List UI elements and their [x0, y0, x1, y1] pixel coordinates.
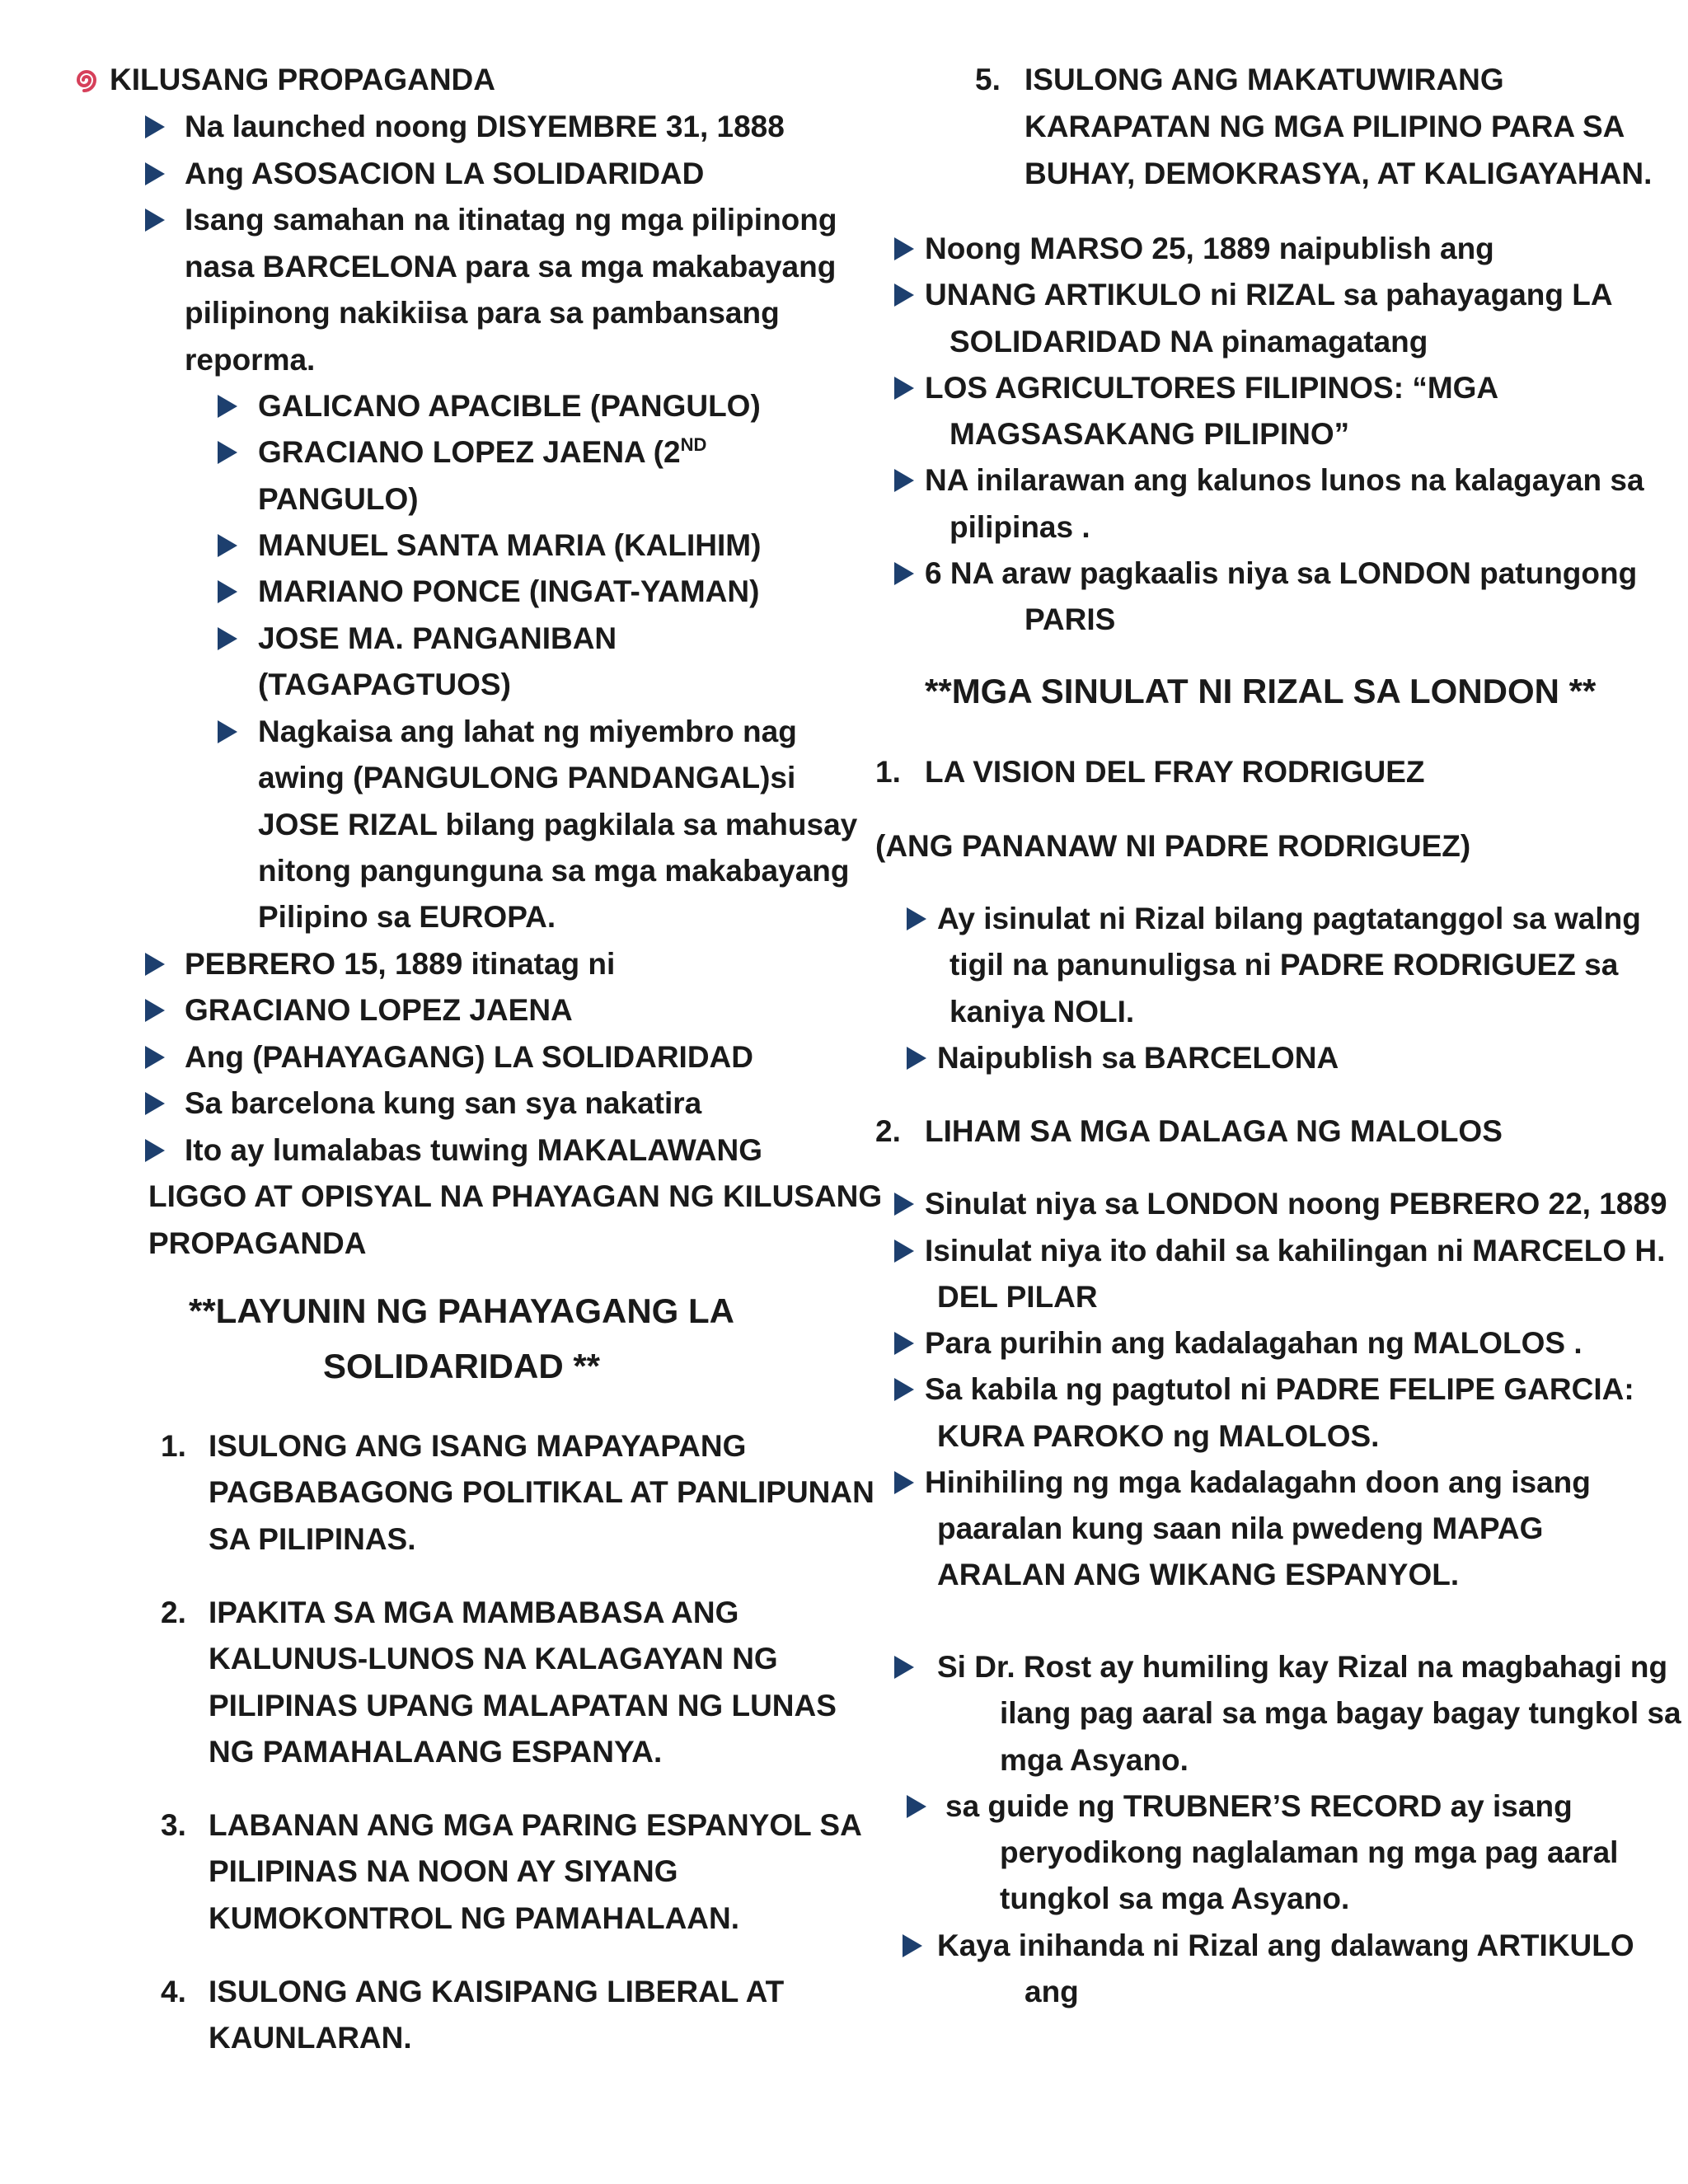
goal-line: ISULONG ANG MAKATUWIRANG [1025, 63, 1504, 96]
officer-item-line: nitong pangunguna sa mga makabayang [258, 854, 850, 888]
list-item-line: Isinulat niya ito dahil sa kahilingan ni MARCELO H. [925, 1234, 1666, 1268]
list-item-line: Ito ay lumalabas tuwing MAKALAWANG [185, 1133, 762, 1167]
arrow-bullet-icon [218, 627, 237, 650]
list-item-line: pilipinas . [950, 510, 1090, 544]
officer-item-line: JOSE RIZAL bilang pagkilala sa mahusay [258, 808, 858, 841]
list-item: Na launched noong DISYEMBRE 31, 1888 [185, 110, 785, 143]
arrow-bullet-icon [218, 534, 237, 557]
officer-item-line: JOSE MA. PANGANIBAN [258, 621, 617, 655]
officer-item [258, 429, 706, 476]
goal-line: BUHAY, DEMOKRASYA, AT KALIGAYAHAN. [1025, 157, 1653, 190]
officer-item-line: Pilipino sa EUROPA. [258, 900, 556, 934]
goal-line: ISULONG ANG ISANG MAPAYAPANG [209, 1429, 747, 1463]
arrow-bullet-icon [145, 162, 165, 185]
arrow-bullet-icon [218, 395, 237, 418]
arrow-bullet-icon [145, 1046, 165, 1069]
officer-item: MARIANO PONCE (INGAT-YAMAN) [258, 574, 760, 608]
goal-number: 2. [161, 1596, 186, 1629]
list-item: Para purihin ang kadalagahan ng MALOLOS . [925, 1326, 1582, 1360]
list-item-line: reporma. [185, 343, 316, 377]
list-item-line: LIGGO AT OPISYAL NA PHAYAGAN NG KILUSANG [148, 1179, 883, 1213]
arrow-bullet-icon [907, 907, 926, 930]
ordinal-suffix: ND [680, 434, 707, 455]
list-item: Sinulat niya sa LONDON noong PEBRERO 22, 1889 [925, 1187, 1667, 1221]
list-item-line: kaniya NOLI. [950, 995, 1135, 1029]
goal-line: PILIPINAS UPANG MALAPATAN NG LUNAS [209, 1689, 837, 1722]
officer-item: MANUEL SANTA MARIA (KALIHIM) [258, 528, 762, 562]
list-item-line: LOS AGRICULTORES FILIPINOS: “MGA [925, 371, 1499, 405]
list-item-line: KURA PAROKO ng MALOLOS. [937, 1419, 1380, 1453]
goal-number: 1. [161, 1429, 186, 1463]
list-item: GRACIANO LOPEZ JAENA [185, 993, 573, 1027]
list-item-line: PARIS [1025, 602, 1116, 636]
list-item-line: pilipinong nakikiisa para sa pambansang [185, 296, 780, 330]
officer-item-line: Nagkaisa ang lahat ng miyembro nag [258, 715, 797, 748]
list-item: Ang (PAHAYAGANG) LA SOLIDARIDAD [185, 1040, 753, 1074]
arrow-bullet-icon [145, 1092, 165, 1115]
list-item-line: Hinihiling ng mga kadalagahn doon ang isang [925, 1465, 1591, 1499]
arrow-bullet-icon [894, 1240, 914, 1263]
arrow-bullet-icon [903, 1934, 922, 1957]
list-item-line: Kaya inihanda ni Rizal ang dalawang ARTIKULO [937, 1929, 1634, 1962]
arrow-bullet-icon [145, 115, 165, 138]
goal-line: KUMOKONTROL NG PAMAHALAAN. [209, 1901, 740, 1935]
list-item: PEBRERO 15, 1889 itinatag ni [185, 947, 616, 981]
list-item-line: MAGSASAKANG PILIPINO” [950, 417, 1350, 451]
section-heading: **MGA SINULAT NI RIZAL SA LONDON ** [925, 672, 1597, 710]
list-item-line: Isang samahan na itinatag ng mga pilipinong [185, 203, 837, 237]
arrow-bullet-icon [894, 1656, 914, 1679]
list-item-line: 6 NA araw pagkaalis niya sa LONDON patungong [925, 556, 1638, 590]
goal-number: 3. [161, 1808, 186, 1842]
arrow-bullet-icon [894, 1193, 914, 1216]
list-item-line: PROPAGANDA [148, 1226, 367, 1260]
goal-line: IPAKITA SA MGA MAMBABASA ANG [209, 1596, 739, 1629]
spiral-bullet-icon [73, 66, 101, 94]
work-subtitle: (ANG PANANAW NI PADRE RODRIGUEZ) [875, 829, 1471, 863]
list-item-line: sa guide ng TRUBNER’S RECORD ay isang [945, 1789, 1573, 1823]
list-item-line: SOLIDARIDAD NA pinamagatang [950, 325, 1428, 359]
officer-item-line: (TAGAPAGTUOS) [258, 668, 511, 701]
arrow-bullet-icon [218, 441, 237, 464]
list-item-line: Sa kabila ng pagtutol ni PADRE FELIPE GARCIA: [925, 1372, 1634, 1406]
section-title: KILUSANG PROPAGANDA [110, 63, 495, 96]
arrow-bullet-icon [894, 284, 914, 307]
goal-number: 5. [975, 63, 1001, 96]
list-item-line: mga Asyano. [1000, 1743, 1189, 1777]
list-item: Sa barcelona kung san sya nakatira [185, 1086, 702, 1120]
officer-item-line: awing (PANGULONG PANDANGAL)si [258, 761, 796, 794]
list-item: Naipublish sa BARCELONA [937, 1041, 1339, 1075]
arrow-bullet-icon [894, 377, 914, 400]
goal-line: ISULONG ANG KAISIPANG LIBERAL AT [209, 1975, 785, 2008]
goal-line: SA PILIPINAS. [209, 1522, 416, 1556]
list-item-line: peryodikong naglalaman ng mga pag aaral [1000, 1835, 1619, 1869]
list-item-line: NA inilarawan ang kalunos lunos na kalagayan sa [925, 463, 1644, 497]
work-title: LA VISION DEL FRAY RODRIGUEZ [925, 755, 1425, 789]
arrow-bullet-icon [894, 562, 914, 585]
list-item-line: UNANG ARTIKULO ni RIZAL sa pahayagang LA [925, 278, 1613, 312]
list-item: Noong MARSO 25, 1889 naipublish ang [925, 232, 1494, 265]
list-item-line: ang [1025, 1975, 1079, 2008]
arrow-bullet-icon [145, 209, 165, 232]
arrow-bullet-icon [907, 1795, 926, 1818]
goal-line: PILIPINAS NA NOON AY SIYANG [209, 1854, 678, 1888]
goal-line: NG PAMAHALAANG ESPANYA. [209, 1735, 663, 1769]
list-item: Ang ASOSACION LA SOLIDARIDAD [185, 157, 705, 190]
arrow-bullet-icon [145, 999, 165, 1022]
work-number: 2. [875, 1114, 901, 1148]
arrow-bullet-icon [894, 469, 914, 492]
list-item-line: DEL PILAR [937, 1280, 1098, 1314]
list-item-line: Si Dr. Rost ay humiling kay Rizal na magbahagi ng [937, 1650, 1668, 1684]
list-item-line: ilang pag aaral sa mga bagay bagay tungkol sa [1000, 1696, 1681, 1730]
goal-line: LABANAN ANG MGA PARING ESPANYOL SA [209, 1808, 862, 1842]
work-title: LIHAM SA MGA DALAGA NG MALOLOS [925, 1114, 1503, 1148]
goal-line: KALUNUS-LUNOS NA KALAGAYAN NG [209, 1642, 778, 1675]
goal-line: PAGBABAGONG POLITIKAL AT PANLIPUNAN [209, 1475, 874, 1509]
arrow-bullet-icon [145, 1139, 165, 1162]
list-item-line: Ay isinulat ni Rizal bilang pagtatanggol sa walng [937, 902, 1641, 935]
list-item-line: tungkol sa mga Asyano. [1000, 1882, 1350, 1915]
list-item-line: paaralan kung saan nila pwedeng MAPAG [937, 1511, 1544, 1545]
arrow-bullet-icon [894, 237, 914, 260]
officer-name: GRACIANO LOPEZ JAENA (2 [258, 435, 681, 469]
officer-item: GALICANO APACIBLE (PANGULO) [258, 389, 761, 423]
officer-item-line: PANGULO) [258, 482, 419, 516]
arrow-bullet-icon [894, 1332, 914, 1355]
arrow-bullet-icon [894, 1471, 914, 1494]
list-item-line: nasa BARCELONA para sa mga makabayang [185, 250, 837, 284]
section-heading: **LAYUNIN NG PAHAYAGANG LA [188, 1291, 734, 1330]
list-item-line: ARALAN ANG WIKANG ESPANYOL. [937, 1558, 1460, 1591]
goal-line: KARAPATAN NG MGA PILIPINO PARA SA [1025, 110, 1625, 143]
arrow-bullet-icon [145, 953, 165, 976]
work-number: 1. [875, 755, 901, 789]
section-heading: SOLIDARIDAD ** [322, 1347, 601, 1385]
arrow-bullet-icon [218, 720, 237, 743]
list-item-line: tigil na panunuligsa ni PADRE RODRIGUEZ sa [950, 948, 1619, 982]
goal-line: KAUNLARAN. [209, 2021, 412, 2055]
arrow-bullet-icon [907, 1047, 926, 1070]
arrow-bullet-icon [218, 580, 237, 603]
arrow-bullet-icon [894, 1378, 914, 1401]
goal-number: 4. [161, 1975, 186, 2008]
